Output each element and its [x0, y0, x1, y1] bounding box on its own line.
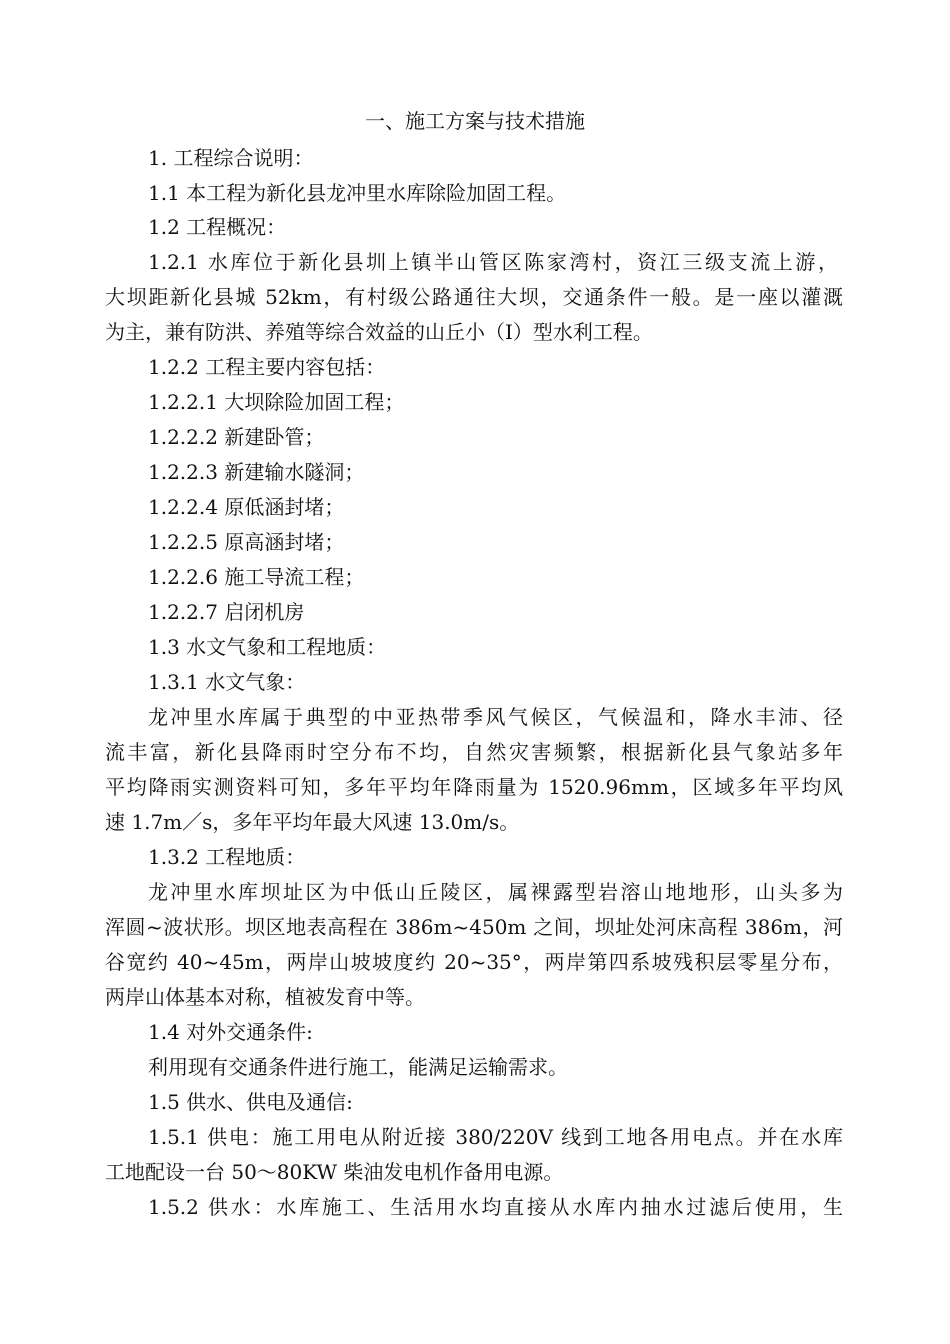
- paragraph-line: 1.5.1 供电：施工用电从附近接 380/220V 线到工地各用电点。并在水库: [148, 1125, 843, 1149]
- paragraph-line: 平均降雨实测资料可知，多年平均年降雨量为 1520.96mm，区域多年平均风: [105, 775, 843, 799]
- paragraph-line: 1.2.2.3 新建输水隧洞；: [148, 460, 365, 484]
- paragraph-line: 1.2.2.1 大坝除险加固工程；: [148, 390, 405, 414]
- paragraph-line: 1.2.2.7 启闭机房: [148, 600, 305, 624]
- paragraph-line: 流丰富，新化县降雨时空分布不均，自然灾害频繁，根据新化县气象站多年: [105, 740, 843, 764]
- paragraph-line: 1.2.2.4 原低涵封堵；: [148, 495, 345, 519]
- document-title: 一、施工方案与技术措施: [365, 109, 585, 133]
- paragraph-line: 两岸山体基本对称，植被发育中等。: [105, 985, 425, 1009]
- paragraph-line: 为主，兼有防洪、养殖等综合效益的山丘小（Ⅰ）型水利工程。: [105, 320, 653, 344]
- paragraph-line: 1.2.2.2 新建卧管；: [148, 425, 325, 449]
- paragraph-line: 1.5 供水、供电及通信:: [148, 1090, 353, 1114]
- paragraph-line: 1.5.2 供水：水库施工、生活用水均直接从水库内抽水过滤后使用，生: [148, 1195, 843, 1219]
- paragraph-line: 1.2.1 水库位于新化县圳上镇半山管区陈家湾村，资江三级支流上游，: [148, 250, 838, 274]
- paragraph-line: 1.2.2.5 原高涵封堵；: [148, 530, 345, 554]
- paragraph-line: 1.3.2 工程地质：: [148, 845, 306, 869]
- paragraph-line: 龙冲里水库属于典型的中亚热带季风气候区，气候温和，降水丰沛、径: [148, 705, 843, 729]
- paragraph-line: 1.4 对外交通条件:: [148, 1020, 313, 1044]
- paragraph-line: 1. 工程综合说明：: [148, 146, 314, 170]
- paragraph-line: 大坝距新化县城 52km，有村级公路通往大坝，交通条件一般。是一座以灌溉: [105, 285, 843, 309]
- paragraph-line: 1.3.1 水文气象：: [148, 670, 306, 694]
- paragraph-line: 利用现有交通条件进行施工，能满足运输需求。: [148, 1055, 568, 1079]
- paragraph-line: 1.2 工程概况：: [148, 215, 287, 239]
- paragraph-line: 1.2.2 工程主要内容包括：: [148, 355, 386, 379]
- paragraph-line: 速 1.7m／s，多年平均年最大风速 13.0m/s。: [105, 810, 520, 834]
- paragraph-line: 谷宽约 40~45m，两岸山坡坡度约 20~35°，两岸第四系坡残积层零星分布，: [105, 950, 843, 974]
- paragraph-line: 1.1 本工程为新化县龙冲里水库除险加固工程。: [148, 181, 567, 205]
- paragraph-line: 浑圆~波状形。坝区地表高程在 386m~450m 之间，坝址处河床高程 386m，河: [105, 915, 843, 939]
- paragraph-line: 工地配设一台 50～80KW 柴油发电机作备用电源。: [105, 1160, 564, 1184]
- paragraph-line: 1.3 水文气象和工程地质：: [148, 635, 387, 659]
- paragraph-line: 1.2.2.6 施工导流工程；: [148, 565, 365, 589]
- paragraph-line: 龙冲里水库坝址区为中低山丘陵区，属裸露型岩溶山地地形，山头多为: [148, 880, 843, 904]
